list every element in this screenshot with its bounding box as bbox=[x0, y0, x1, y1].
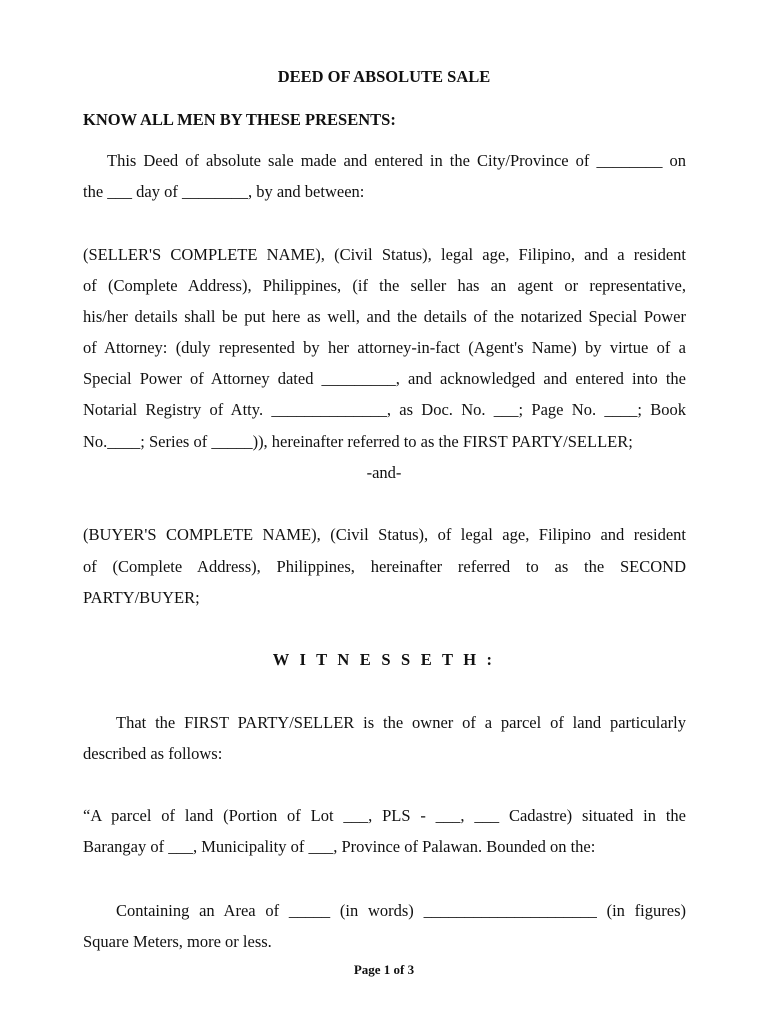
buyer-line-1: (BUYER'S COMPLETE NAME), (Civil Status), of legal age, Filipino and resident bbox=[83, 525, 686, 544]
seller-line-4: of Attorney: (duly represented by her attorney-in-fact (Agent's Name) by virtue of a bbox=[83, 338, 686, 357]
seller-line-7: No.____; Series of _____)), hereinafter referred to as the FIRST PARTY/SELLER; bbox=[83, 432, 633, 451]
parcel-line-2: Barangay of ___, Municipality of ___, Province of Palawan. Bounded on the: bbox=[83, 837, 596, 856]
area-line-2: Square Meters, more or less. bbox=[83, 932, 272, 951]
witnesseth-heading: W I T N E S S E T H : bbox=[272, 650, 496, 669]
buyer-line-3: PARTY/BUYER; bbox=[83, 588, 200, 607]
intro-line-2: the ___ day of ________, by and between: bbox=[83, 182, 365, 201]
seller-line-3: his/her details shall be put here as well, and the details of the notarized Special Power bbox=[83, 307, 686, 326]
intro-line-1: This Deed of absolute sale made and entered in the City/Province of ________ on bbox=[107, 151, 686, 170]
seller-line-5: Special Power of Attorney dated _________, and acknowledged and entered into the bbox=[83, 369, 686, 388]
area-line-1: Containing an Area of _____ (in words) _____________________ (in figures) bbox=[116, 901, 686, 920]
owner-line-2: described as follows: bbox=[83, 744, 223, 763]
owner-line-1: That the FIRST PARTY/SELLER is the owner of a parcel of land particularly bbox=[116, 713, 686, 732]
parcel-line-1: “A parcel of land (Portion of Lot ___, PLS - ___, ___ Cadastre) situated in the bbox=[83, 806, 686, 825]
salutation: KNOW ALL MEN BY THESE PRESENTS: bbox=[83, 110, 396, 129]
buyer-line-2: of (Complete Address), Philippines, hereinafter referred to as the SECOND bbox=[83, 557, 686, 576]
seller-line-1: (SELLER'S COMPLETE NAME), (Civil Status), legal age, Filipino, and a resident bbox=[83, 245, 686, 264]
page-number-footer: Page 1 of 3 bbox=[353, 962, 415, 977]
document-title: DEED OF ABSOLUTE SALE bbox=[277, 67, 491, 86]
seller-line-6: Notarial Registry of Atty. ______________, as Doc. No. ___; Page No. ____; Book bbox=[83, 400, 686, 419]
seller-line-2: of (Complete Address), Philippines, (if the seller has an agent or representative, bbox=[83, 276, 686, 295]
and-separator: -and- bbox=[366, 463, 402, 482]
